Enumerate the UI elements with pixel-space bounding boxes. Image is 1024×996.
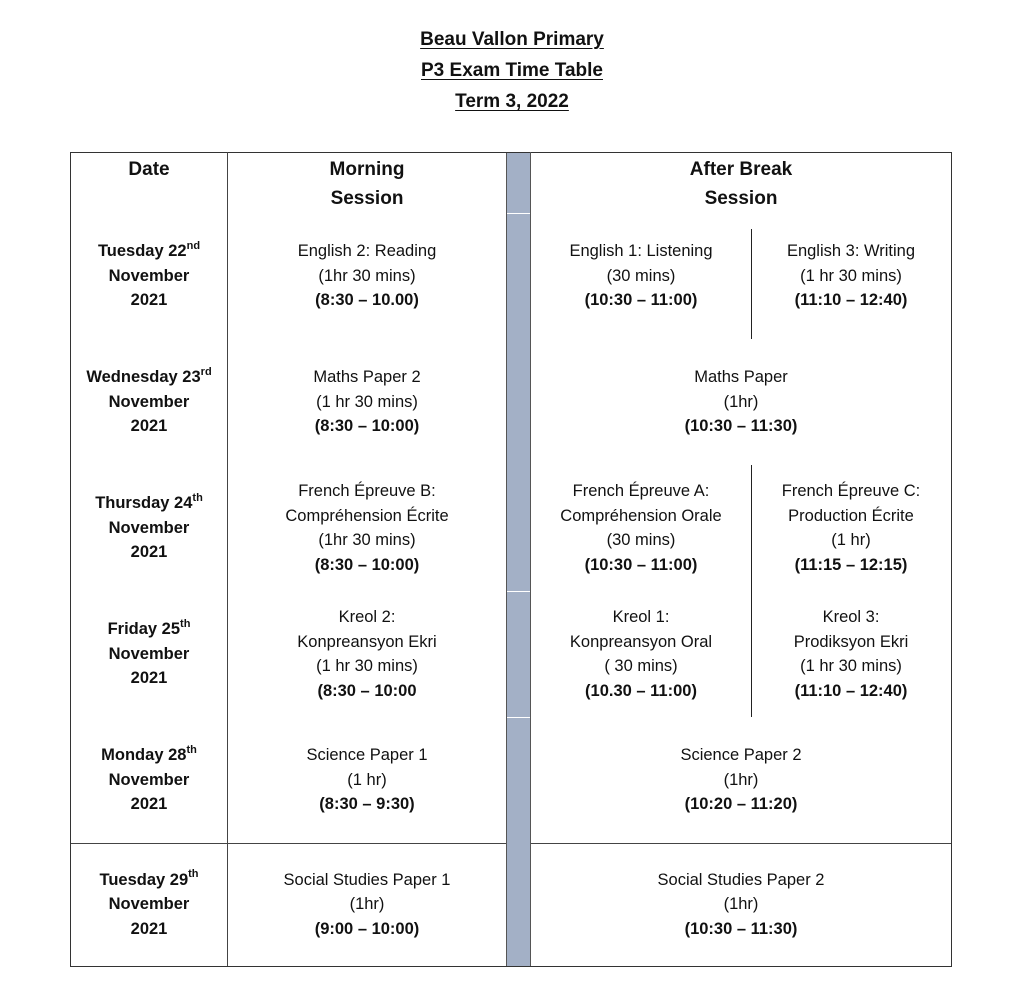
after-break-exam-2: French Épreuve C: Production Écrite (1 hr) (11:15 – 12:15) <box>781 482 921 574</box>
exam-timetable <box>70 152 952 967</box>
break-bar <box>507 153 531 214</box>
after-break-exam-2: English 3: Writing (1 hr 30 mins) (11:10 – 12:40) <box>786 242 916 310</box>
after-break-cell <box>531 465 952 591</box>
morning-cell: English 2: Reading (1hr 30 mins) (8:30 – 10.00) <box>297 242 437 310</box>
after-break-exam-1: French Épreuve A: Compréhension Orale (30 mins) (10:30 – 11:00) <box>560 482 722 574</box>
break-bar <box>507 339 531 465</box>
morning-cell: Social Studies Paper 1 (1hr) (9:00 – 10:00) <box>228 843 507 966</box>
table-row <box>71 717 952 843</box>
morning-cell: French Épreuve B: Compréhension Écrite (1hr 30 mins) (8:30 – 10:00) <box>285 482 449 574</box>
after-break-exam-2: Kreol 3: Prodiksyon Ekri (1 hr 30 mins) (11:10 – 12:40) <box>793 608 909 700</box>
after-break-cell <box>531 213 952 339</box>
break-bar <box>507 843 531 966</box>
school-name: Beau Vallon Primary <box>420 29 604 50</box>
term-label: Term 3, 2022 <box>455 91 569 112</box>
date-cell: Thursday 24th November 2021 <box>71 465 228 591</box>
after-break-cell: Science Paper 2 (1hr) (10:20 – 11:20) <box>531 717 952 843</box>
table-row <box>71 591 952 717</box>
date-cell: Monday 28th November 2021 <box>71 717 228 843</box>
date-cell: Tuesday 22nd November 2021 <box>71 213 228 339</box>
after-break-exam-1: Kreol 1: Konpreansyon Oral ( 30 mins) (10.30 – 11:00) <box>569 608 713 700</box>
morning-cell: Maths Paper 2 (1 hr 30 mins) (8:30 – 10:00) <box>313 368 421 436</box>
morning-cell: Science Paper 1 (1 hr) (8:30 – 9:30) <box>306 746 428 813</box>
table-row <box>71 843 952 966</box>
morning-cell: Kreol 2: Konpreansyon Ekri (1 hr 30 mins) (8:30 – 10:00 <box>297 608 437 700</box>
header-morning: Morning Session <box>228 153 507 214</box>
after-break-cell: Social Studies Paper 2 (1hr) (10:30 – 11:30) <box>531 843 952 966</box>
after-break-cell: Maths Paper (1hr) (10:30 – 11:30) <box>531 339 952 465</box>
table-row <box>71 465 952 591</box>
header-after-break: After Break Session <box>531 153 952 214</box>
date-cell: Wednesday 23rd November 2021 <box>71 339 228 465</box>
document-header <box>0 24 1024 117</box>
break-bar <box>507 213 531 339</box>
table-row <box>71 213 952 339</box>
header-date: Date <box>71 153 228 214</box>
after-break-exam-1: English 1: Listening (30 mins) (10:30 – 11:00) <box>569 242 713 310</box>
timetable-title: P3 Exam Time Table <box>421 60 603 81</box>
break-bar <box>507 717 531 843</box>
table-row <box>71 339 952 465</box>
break-bar <box>507 591 531 717</box>
date-cell: Friday 25th November 2021 <box>71 591 228 717</box>
break-bar <box>507 465 531 591</box>
date-cell: Tuesday 29th November 2021 <box>71 843 228 966</box>
after-break-cell <box>531 591 952 717</box>
